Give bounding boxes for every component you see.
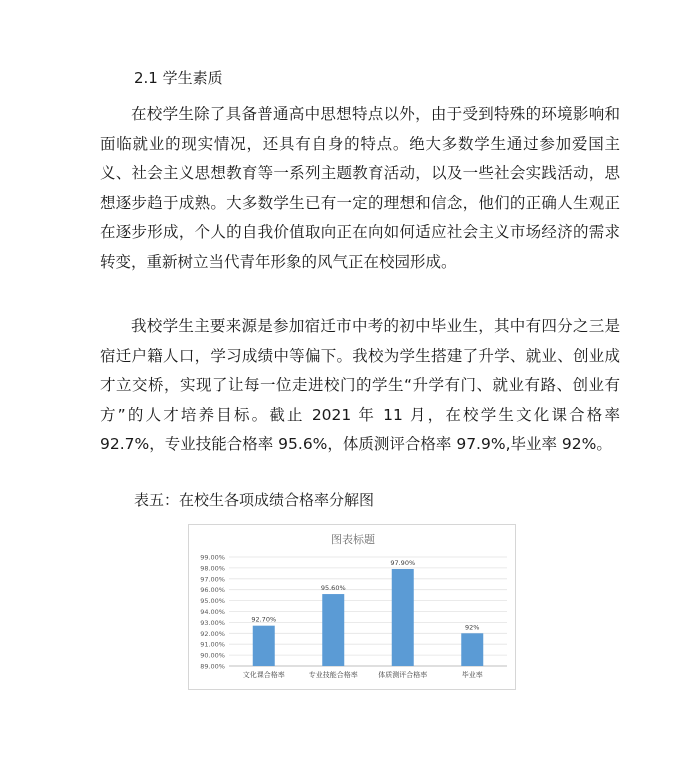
y-tick-label: 99.00% (200, 553, 225, 562)
paragraph-student-characteristics: 在校学生除了具备普通高中思想特点以外，由于受到特殊的环境影响和面临就业的现实情况，还具有自身的特点。绝大多数学生通过参加爱国主义、社会主义思想教育等一系列主题教育活动，以及一些社会实践活动，思想逐步趋于成熟。大多数学生已有一定的理想和信念，他们的正确人生观正在逐步形成，个人的自我价值取向正在向如何适应社会主义市场经济的需求转变，重新树立当代青年形象的风气正在校园形成。 (100, 105, 620, 271)
bar-chart (188, 524, 516, 690)
y-tick-label: 97.00% (200, 575, 225, 584)
y-tick-label: 91.00% (200, 640, 225, 649)
chart-title: 图表标题 (331, 533, 375, 546)
section-heading: 2.1 学生素质 (134, 69, 223, 87)
y-tick-label: 95.00% (200, 597, 225, 606)
data-label: 92% (465, 623, 480, 632)
x-tick-label: 专业技能合格率 (308, 671, 358, 679)
data-label: 95.60% (320, 584, 346, 593)
x-tick-label: 毕业率 (461, 671, 483, 679)
y-tick-label: 96.00% (200, 586, 225, 595)
y-tick-label: 93.00% (200, 618, 225, 627)
bar (392, 569, 414, 666)
data-label: 92.70% (251, 615, 277, 624)
x-tick-label: 文化课合格率 (242, 671, 285, 679)
x-tick-label: 体质测评合格率 (378, 671, 428, 679)
y-tick-label: 98.00% (200, 564, 225, 573)
y-tick-label: 90.00% (200, 651, 225, 660)
paragraph-student-sources: 我校学生主要来源是参加宿迁市中考的初中毕业生，其中有四分之三是宿迁户籍人口，学习成绩中等偏下。我校为学生搭建了升学、就业、创业成才立交桥，实现了让每一位走进校门的学生“升学有门、就业有路、创业有方”的人才培养目标。截止 2021 年 11 月，在校学生文化课合格率 92.7%，专业技能合格率 95.6%，体质测评合格率 97.9%,毕业率 92%。 (100, 317, 620, 453)
bar-chart-canvas (189, 525, 517, 691)
y-tick-label: 92.00% (200, 629, 225, 638)
y-tick-label: 89.00% (200, 662, 225, 671)
y-tick-label: 94.00% (200, 608, 225, 616)
bar (461, 633, 483, 666)
bar (322, 594, 344, 666)
bar (253, 626, 275, 666)
table-caption: 表五：在校生各项成绩合格率分解图 (134, 491, 375, 509)
data-label: 97.90% (390, 558, 416, 567)
